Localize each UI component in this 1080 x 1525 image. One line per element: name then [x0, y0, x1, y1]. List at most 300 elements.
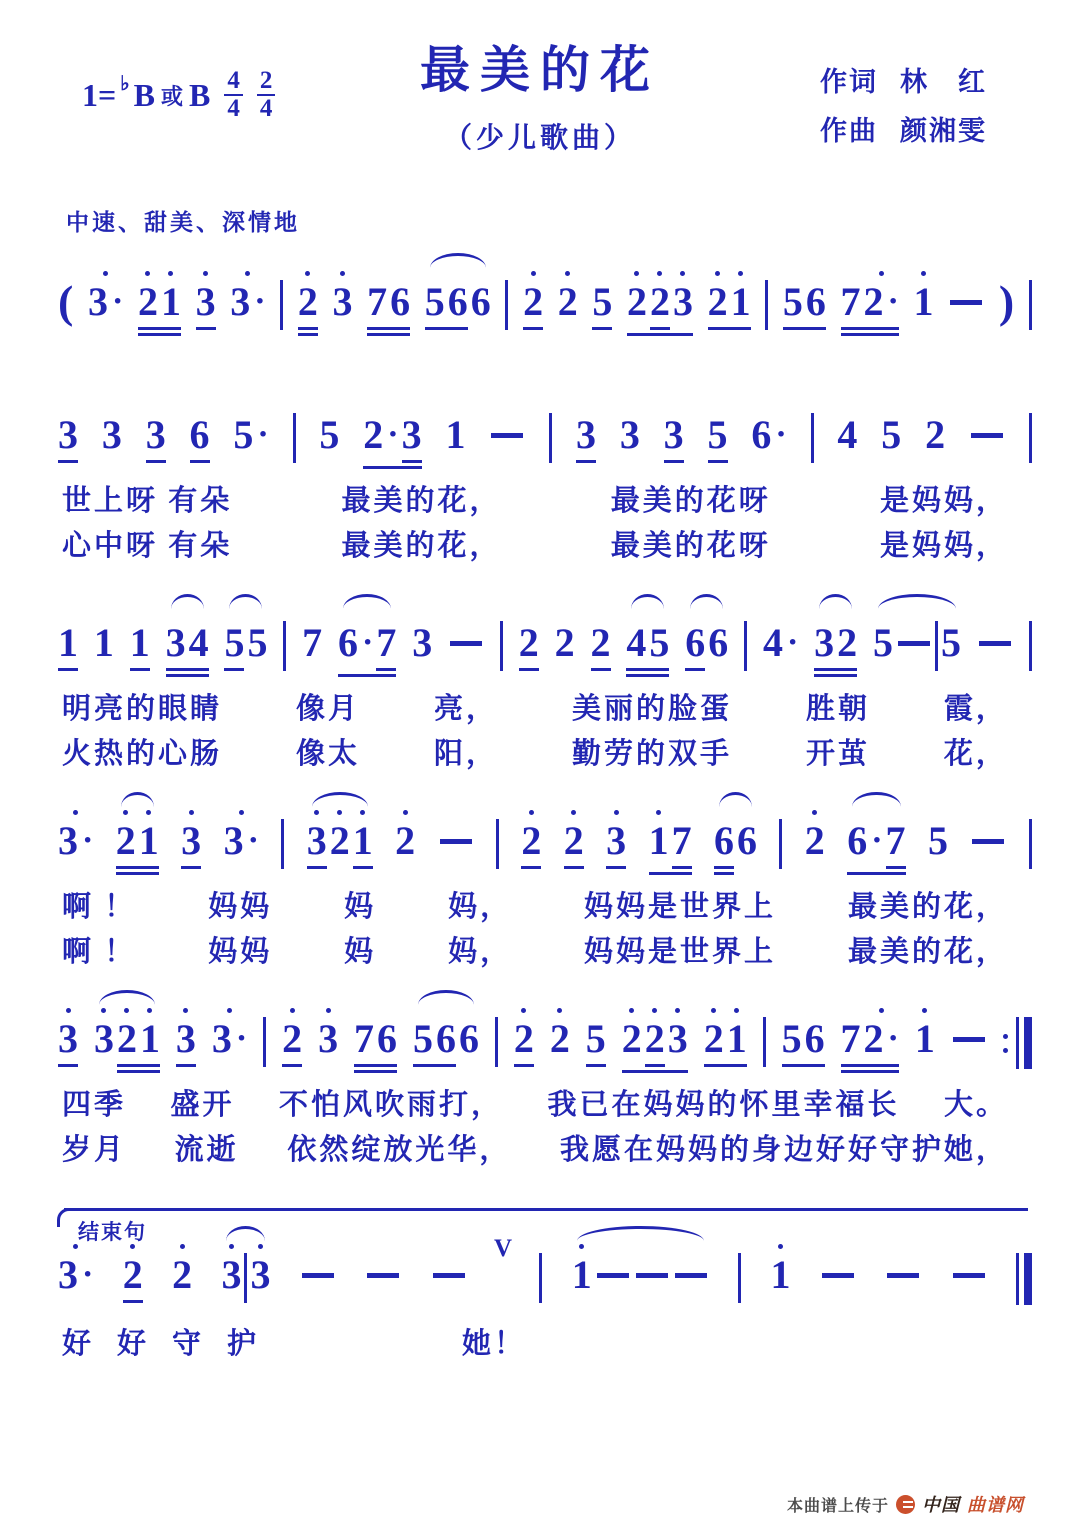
barline [505, 267, 508, 330]
time-2-denominator: 4 [257, 94, 276, 122]
lyric-segment: 啊 ！ [62, 936, 137, 968]
augmentation-dot: · [775, 416, 787, 453]
note [558, 267, 578, 324]
note [176, 1004, 196, 1067]
note [519, 608, 539, 671]
octave-dot [634, 271, 639, 276]
note [58, 1240, 93, 1297]
note [139, 806, 159, 863]
note [564, 806, 584, 869]
note [307, 806, 327, 869]
barline [1029, 267, 1032, 330]
note-digit: 5 [881, 412, 902, 457]
note [763, 608, 798, 665]
lyric-segment: 最美的花， [341, 530, 502, 562]
note-digit: 2 [557, 279, 578, 324]
note-digit: 3 [93, 1016, 114, 1061]
lyric-segment: 开茧 [805, 738, 870, 770]
note-digit: 3 · [58, 1252, 94, 1297]
octave-dot [340, 271, 345, 276]
augmentation-dot: · [254, 283, 266, 320]
note [436, 1004, 456, 1061]
note [117, 1004, 137, 1061]
page-title: 最美的花 [420, 42, 660, 98]
octave-dot [531, 271, 536, 276]
note [94, 608, 114, 665]
barline [935, 608, 938, 671]
augmentation-dot: · [247, 822, 259, 859]
underline-beams [58, 668, 78, 671]
octave-dot [258, 1244, 263, 1249]
duration-dash [948, 267, 984, 305]
underline-beams [591, 668, 611, 671]
beam-line [282, 1064, 302, 1067]
note [915, 1004, 935, 1061]
note [376, 608, 396, 671]
note [783, 267, 803, 324]
beam-line [224, 668, 244, 671]
octave-dot [715, 271, 720, 276]
barline [811, 400, 814, 463]
note-digit: 3 [101, 412, 122, 457]
site-name-part2: 曲谱网 [967, 1495, 1024, 1515]
note-digit: 6 [713, 818, 734, 863]
beam-line [783, 327, 826, 330]
underline-beams [627, 333, 693, 336]
duration-dash [595, 1240, 631, 1278]
music-line-intro [0, 249, 1080, 336]
octave-dot [778, 1244, 783, 1249]
lyric-segment: 像太 [295, 738, 360, 770]
note-group [708, 267, 751, 330]
note [230, 267, 265, 324]
note-digit: 5 [649, 620, 670, 665]
note [189, 608, 209, 665]
note-digit: 7 [376, 620, 397, 665]
octave-dot [675, 1008, 680, 1013]
octave-dot [147, 1008, 152, 1013]
underline-beams [282, 1064, 302, 1067]
note-digit: 3 [606, 818, 627, 863]
note-digit: 5 [707, 412, 728, 457]
lyric-segment: 霞， [943, 693, 1008, 725]
note [161, 267, 181, 324]
note [367, 267, 387, 324]
octave-dot [529, 810, 534, 815]
augmentation-dot: · [257, 416, 269, 453]
beam-line [847, 872, 905, 875]
underline-beams [338, 674, 396, 677]
barline [779, 806, 782, 869]
note [140, 1004, 160, 1061]
duration-dash [969, 400, 1005, 438]
octave-dot [337, 810, 342, 815]
note-digit: 3 [332, 279, 353, 324]
beam-line [708, 327, 751, 330]
beam-line [519, 668, 539, 671]
beam-line [514, 1064, 534, 1067]
note-group [338, 608, 396, 677]
underline-beams [576, 460, 596, 463]
underline-beams [367, 327, 410, 336]
beam-line [363, 466, 421, 469]
barline [738, 1240, 741, 1303]
barline [1029, 608, 1032, 671]
barline [765, 267, 768, 330]
repeat-barline [1003, 1004, 1032, 1069]
note-digit: 5 [319, 412, 340, 457]
note [514, 1004, 534, 1067]
note-digit: 6 [447, 279, 468, 324]
octave-dot [812, 810, 817, 815]
lyrics-row-final [0, 1321, 1080, 1362]
note-digit: 2 [521, 818, 542, 863]
lyrics-row [0, 929, 1080, 970]
note [319, 400, 339, 457]
note [102, 400, 122, 457]
note-digit: 5 [585, 1016, 606, 1061]
note-digit: 3 [318, 1016, 339, 1061]
note-group [413, 1004, 456, 1067]
note [737, 806, 757, 863]
note-digit: 1 [730, 279, 751, 324]
note-group [814, 608, 857, 677]
beam-line [645, 1064, 665, 1067]
beam-line [626, 668, 669, 671]
note [881, 400, 901, 457]
lyric-segment: 妈， [448, 936, 513, 968]
underline-beams [586, 1064, 606, 1067]
note-digit: 3 · [223, 818, 259, 863]
underline-beams [521, 866, 541, 869]
lyric-segment: 火热的心肠 [62, 738, 223, 770]
underline-beams [117, 1064, 160, 1073]
note [806, 267, 826, 324]
note-digit: 6 [458, 1016, 479, 1061]
note [714, 806, 734, 875]
note-digit: 1 [93, 620, 114, 665]
underline-beams [708, 327, 751, 330]
octave-dot [360, 810, 365, 815]
note [282, 1004, 302, 1067]
note-group [425, 267, 468, 330]
note-digit: 7 [302, 620, 323, 665]
note [751, 400, 786, 457]
coda-label: 结束句 [78, 1220, 147, 1244]
note-digit: 6 [390, 279, 411, 324]
slur-arc [631, 594, 664, 609]
note-digit: 1 [445, 412, 466, 457]
note-digit: 5 [782, 279, 803, 324]
note [172, 1240, 192, 1297]
slur-arc [690, 594, 723, 609]
note-group [782, 1004, 825, 1067]
duration-dash [820, 1240, 856, 1278]
underline-beams [307, 866, 327, 869]
note-digit: 2 [804, 818, 825, 863]
lyric-segment: 阳， [433, 738, 498, 770]
octave-dot [657, 271, 662, 276]
underline-beams [146, 460, 166, 463]
note [704, 1004, 724, 1061]
note-digit: 2 [523, 279, 544, 324]
note-group [685, 608, 728, 671]
note-digit: 2 [707, 279, 728, 324]
note-digit: 3 [306, 818, 327, 863]
note [814, 608, 834, 665]
octave-dot [290, 1008, 295, 1013]
augmentation-dot: · [82, 1256, 94, 1293]
slur-arc [343, 594, 391, 609]
composer-row [820, 109, 1018, 148]
note-group [572, 1240, 709, 1297]
note [233, 400, 268, 457]
note-digit: 7 [671, 818, 692, 863]
beam-line [664, 460, 684, 463]
note [928, 806, 948, 863]
lyric-segment: 盛开 [170, 1089, 235, 1121]
note-group [224, 608, 267, 671]
lyric-segment: 我已在妈妈的怀里幸福长 [547, 1089, 900, 1121]
beam-line [592, 327, 612, 330]
note-digit: 4 [188, 620, 209, 665]
beam-line [166, 668, 209, 671]
note-group [847, 806, 905, 875]
coda-bracket-line [64, 1208, 1028, 1212]
note [448, 267, 468, 324]
barline [496, 806, 499, 869]
site-name-part1: 中国 [922, 1495, 960, 1515]
underline-beams [514, 1064, 534, 1067]
octave-dot [734, 1008, 739, 1013]
barline [744, 608, 747, 671]
beam-line [649, 872, 692, 875]
underline-beams [606, 866, 626, 869]
octave-dot [579, 1244, 584, 1249]
note-digit: 2 [549, 1016, 570, 1061]
beam-line [117, 1064, 160, 1067]
slur-arc [226, 1226, 265, 1241]
beam-line [353, 866, 373, 869]
underline-beams [176, 1064, 196, 1067]
octave-dot [614, 810, 619, 815]
note-group [841, 267, 899, 336]
note [837, 400, 857, 457]
note [668, 1004, 688, 1061]
key-note-1: B [133, 76, 156, 113]
lyric-segment: 岁月 [62, 1134, 127, 1166]
note-digit: 2 [563, 818, 584, 863]
note-digit: 3 [58, 412, 78, 457]
note [459, 1004, 479, 1061]
beam-line [146, 460, 166, 463]
note [708, 608, 728, 665]
site-watermark [787, 1491, 1024, 1517]
note-group [94, 1004, 160, 1073]
beam-line [627, 333, 693, 336]
lyric-segment: 妈妈 [208, 891, 273, 923]
note-digit: 1 [129, 620, 150, 665]
note-digit: 2 · [863, 1016, 899, 1061]
octave-dot [123, 810, 128, 815]
lyrics-row [0, 478, 1080, 519]
note [212, 1004, 247, 1061]
note [770, 1240, 790, 1297]
octave-dot [305, 271, 310, 276]
underline-beams [626, 668, 669, 677]
octave-dot [921, 271, 926, 276]
note [586, 1004, 606, 1067]
duration-dash [896, 608, 932, 646]
lyric-segment: 流逝 [174, 1134, 239, 1166]
note-digit: 3 [401, 412, 422, 457]
beam-line [704, 1064, 747, 1067]
note-group [649, 806, 692, 875]
lyric-segment: 是妈妈， [879, 530, 1008, 562]
note-digit: 2 [837, 620, 858, 665]
note [181, 806, 201, 869]
beam-line [650, 327, 670, 330]
note [190, 400, 210, 463]
note-digit: 1 [914, 1016, 935, 1061]
key-prefix: 1= [82, 76, 117, 113]
parenthesis: ) [998, 276, 1015, 327]
duration-dash [438, 806, 474, 844]
note-digit: 3 [175, 1016, 196, 1061]
music-line-chorus-1 [0, 788, 1080, 875]
underline-beams [664, 460, 684, 463]
slur-arc [418, 990, 474, 1005]
underline-beams [704, 1064, 747, 1067]
note [650, 267, 670, 330]
underline-beams [402, 460, 422, 463]
slur-arc [171, 594, 204, 609]
beam-line [123, 1300, 143, 1303]
note [873, 608, 893, 665]
time-1-denominator: 4 [224, 94, 243, 122]
music-line-verse-1 [0, 382, 1080, 469]
beam-line [181, 866, 201, 869]
note-digit: 2 [649, 279, 670, 324]
note-digit: 6 · [847, 818, 883, 863]
note-group [367, 267, 410, 336]
octave-dot [711, 1008, 716, 1013]
octave-dot [245, 271, 250, 276]
octave-dot [229, 1244, 234, 1249]
lyric-segment: 像月 [295, 693, 360, 725]
note-digit: 3 [181, 818, 202, 863]
beam-line [138, 333, 181, 336]
note [914, 267, 934, 324]
note [591, 608, 611, 671]
credits [820, 60, 1018, 148]
note-digit: 6 [685, 620, 706, 665]
note-group [622, 1004, 688, 1073]
note [592, 267, 612, 330]
note [395, 806, 415, 863]
underline-beams [841, 1064, 899, 1073]
barline [539, 1240, 542, 1303]
note-digit: 3 [145, 412, 166, 457]
note-digit: 2 [395, 818, 416, 863]
underline-beams [847, 872, 905, 875]
underline-beams [123, 1300, 143, 1303]
note [58, 608, 78, 671]
lyricist-row [820, 60, 1018, 99]
beam-line [841, 1064, 899, 1067]
beam-line [338, 674, 396, 677]
note [221, 1240, 241, 1297]
note-digit: 2 [282, 1016, 303, 1061]
note-digit: 4 [837, 412, 858, 457]
note-digit: 6 · [751, 412, 787, 457]
beam-line [298, 333, 318, 336]
lyric-segment: 是妈妈， [879, 485, 1008, 517]
beam-line [130, 668, 150, 671]
octave-dot [145, 271, 150, 276]
lyrics-row [0, 1127, 1080, 1168]
underline-beams [138, 327, 181, 336]
time-2-numerator: 2 [259, 67, 273, 94]
note [196, 267, 216, 330]
note-digit: 3 [165, 620, 186, 665]
lyric-segment: 妈妈是世界上 [584, 936, 777, 968]
beam-line [166, 674, 209, 677]
beam-line [521, 866, 541, 869]
lyrics-row [0, 1082, 1080, 1123]
lyrics-row [0, 523, 1080, 564]
note-digit: 1 [58, 620, 78, 665]
beam-line [196, 327, 216, 330]
time-1-numerator: 4 [227, 67, 240, 94]
octave-dot [521, 1008, 526, 1013]
underline-beams [672, 866, 692, 869]
lyric-segment: 依然绽放光华， [287, 1134, 512, 1166]
lyric-segment: 不怕风吹雨打， [278, 1089, 503, 1121]
note-digit: 2 [329, 818, 350, 863]
lyric-segment: 花， [943, 738, 1008, 770]
beam-line [376, 668, 396, 671]
duration-dash [673, 1240, 709, 1278]
duration-dash [885, 1240, 921, 1278]
beam-line [622, 1070, 688, 1073]
beam-line [190, 460, 210, 463]
note-digit: 5 [873, 620, 894, 665]
octave-dot [66, 1008, 71, 1013]
octave-dot [168, 271, 173, 276]
note-digit: 2 [115, 818, 136, 863]
note-digit: 2 · [363, 412, 399, 457]
note [247, 608, 267, 665]
note [731, 267, 751, 324]
duration-dash [951, 1240, 987, 1278]
note-digit: 5 [941, 620, 962, 665]
note-digit: 2 [626, 279, 647, 324]
underline-beams [649, 872, 692, 875]
beam-line [626, 674, 669, 677]
slur-arc [719, 792, 752, 807]
augmentation-dot: · [786, 624, 799, 661]
note-digit: 1 [160, 279, 181, 324]
uploaded-by-text: 本曲谱上传于 [786, 1497, 889, 1515]
octave-dot [403, 810, 408, 815]
music-line-coda [0, 1216, 1080, 1305]
note-digit: 6 [708, 620, 729, 665]
beam-line [576, 460, 596, 463]
note [645, 1004, 665, 1067]
lyric-segment: 妈 [344, 936, 377, 968]
octave-dot [180, 1244, 185, 1249]
